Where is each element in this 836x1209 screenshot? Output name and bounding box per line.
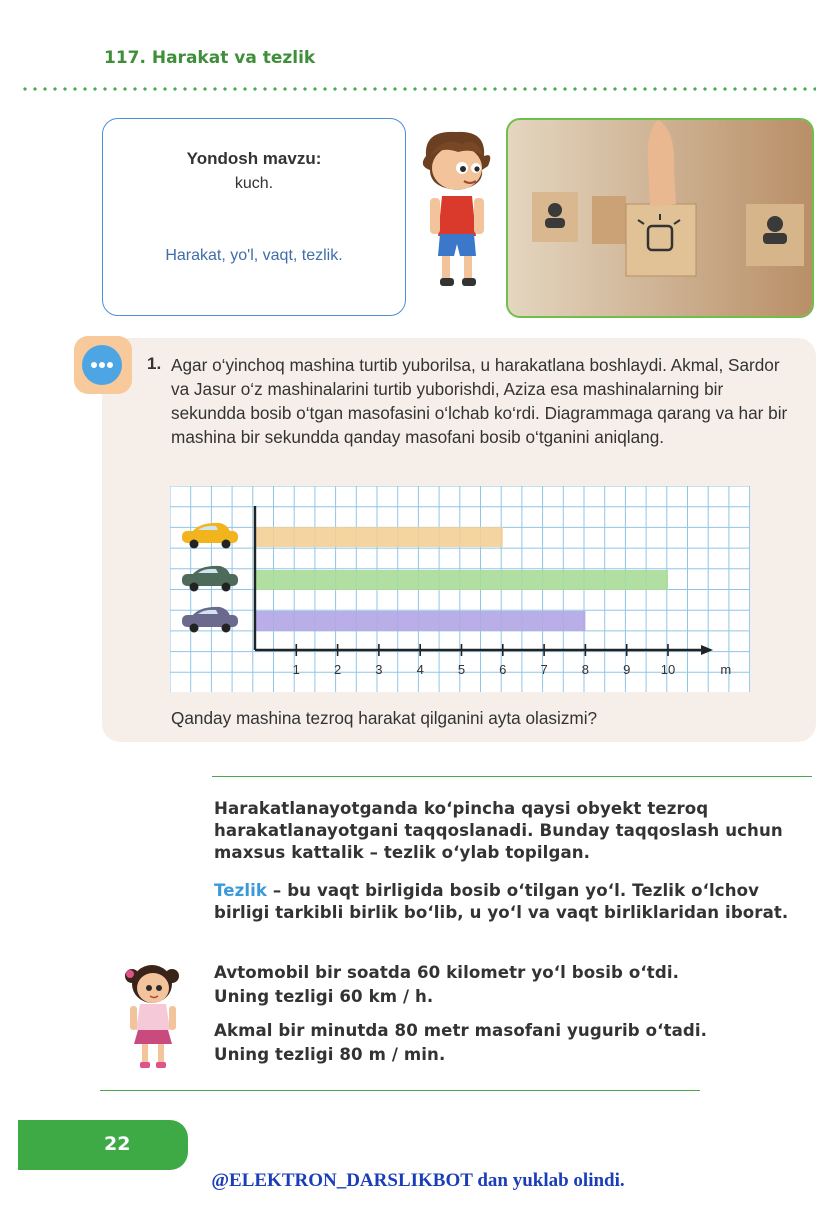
girl-illustration xyxy=(118,960,188,1072)
x-tick-label: 6 xyxy=(499,662,507,677)
task-number: 1. xyxy=(147,354,162,373)
topic-keywords: Harakat, yo'l, vaqt, tezlik. xyxy=(165,247,343,264)
bar-yellow-car xyxy=(255,527,503,547)
example-run-text: Akmal bir minutda 80 metr masofani yugurib o‘tadi. xyxy=(214,1021,708,1040)
car-body xyxy=(182,531,238,543)
page-number-tab xyxy=(18,1120,188,1170)
car-body xyxy=(182,574,238,586)
car-wheel xyxy=(222,540,231,549)
chat-bubble-icon xyxy=(74,336,132,394)
x-tick-label: 1 xyxy=(292,662,300,677)
example-run-speed: Uning tezligi 80 m / min. xyxy=(214,1045,446,1064)
x-tick-label: 3 xyxy=(375,662,383,677)
car-wheel xyxy=(190,583,199,592)
section-title: 117. Harakat va tezlik xyxy=(104,48,316,68)
example-car-speed: Uning tezligi 60 km / h. xyxy=(214,987,434,1006)
intro-paragraph: Harakatlanayotganda ko‘pincha qaysi obyekt tezroq harakatlanayotgani taqqoslanadi. Bunday taqqoslash uchun maxsus kattalik – tezlik o‘ylab topilgan. xyxy=(214,799,783,862)
car-body xyxy=(182,615,238,627)
term-speed: Tezlik xyxy=(214,881,268,900)
divider-bottom xyxy=(100,1090,700,1091)
task-question: Qanday mashina tezroq harakat qilganini ayta olasizmi? xyxy=(171,708,598,728)
example-car-text: Avtomobil bir soatda 60 kilometr yo‘l bosib o‘tdi. xyxy=(214,963,680,982)
x-tick-label: 8 xyxy=(581,662,590,677)
page-number: 22 xyxy=(104,1133,131,1155)
x-tick-label: 7 xyxy=(540,662,548,677)
x-axis-unit: m xyxy=(720,662,732,677)
bar-green-car xyxy=(255,570,668,590)
car-wheel xyxy=(222,583,231,592)
x-tick-label: 10 xyxy=(660,662,676,677)
task-text: Agar o‘yinchoq mashina turtib yuborilsa, u harakatlana boshlaydi. Akmal, Sardor va Jasur o‘z mashinalarini turtib yuborishdi, Aziza esa mashinalarning bir sekundda bosib o‘tgan masofasini o‘lchab ko‘rdi. Diagrammaga qarang va har bir mashina bir sekundda qanday masofani bosib o‘tganini aniqlang. xyxy=(171,355,788,447)
definition-paragraph xyxy=(214,880,814,924)
distance-bar-chart xyxy=(170,486,750,692)
related-topic-box xyxy=(102,118,406,316)
bar-purple-car xyxy=(255,611,585,631)
car-wheel xyxy=(222,624,231,633)
related-topic-label: Yondosh mavzu: xyxy=(186,149,322,168)
definition-text: – bu vaqt birligida bosib o‘tilgan yo‘l. Tezlik o‘lchov birligi tarkibli birlik bo‘lib, u yo‘l va vaqt birliklaridan iborat. xyxy=(214,881,789,922)
divider-top xyxy=(212,776,812,777)
related-topic-value: kuch. xyxy=(234,175,274,192)
boy-illustration xyxy=(412,126,502,294)
x-tick-label: 4 xyxy=(416,662,424,677)
x-tick-label: 2 xyxy=(333,662,342,677)
x-tick-label: 5 xyxy=(457,662,466,677)
download-credit: @ELEKTRON_DARSLIKBOT dan yuklab olindi. xyxy=(211,1170,625,1191)
car-wheel xyxy=(190,624,199,633)
dotted-divider xyxy=(20,86,816,92)
car-wheel xyxy=(190,540,199,549)
blocks-photo xyxy=(506,118,814,318)
x-tick-label: 9 xyxy=(623,662,631,677)
